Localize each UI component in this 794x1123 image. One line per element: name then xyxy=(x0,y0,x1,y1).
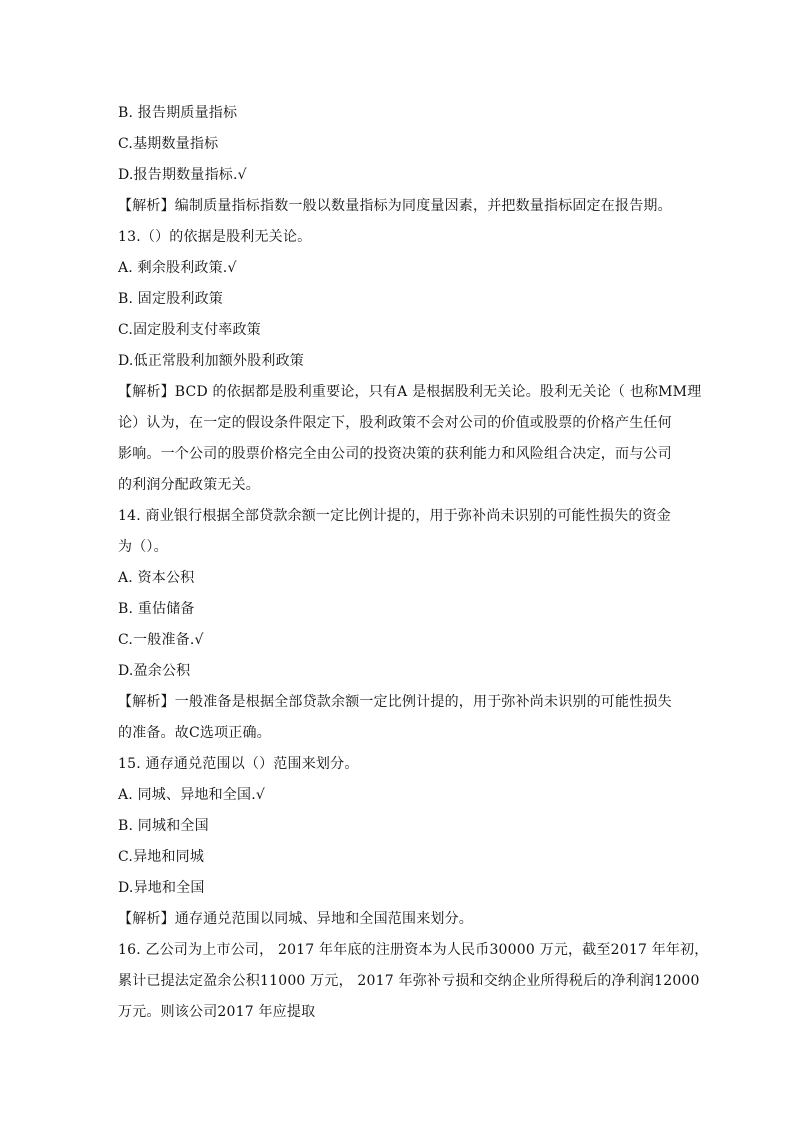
option-d-line: D.低正常股利加额外股利政策 xyxy=(118,353,304,369)
analysis-line: 【解析】BCD 的依据都是股利重要论，只有A 是根据股利无关论。股利无关论（ 也称MM理 xyxy=(118,384,702,400)
option-b-line: B. 同城和全国 xyxy=(118,818,209,834)
question-16-line: 万元。则该公司2017 年应提取 xyxy=(118,1004,316,1020)
option-a-line: A. 资本公积 xyxy=(118,570,195,586)
analysis-line: 【解析】通存通兑范围以同城、异地和全国范围来划分。 xyxy=(118,911,473,927)
option-a-line: A. 剩余股利政策.√ xyxy=(118,260,237,276)
analysis-line: 的利润分配政策无关。 xyxy=(118,477,260,493)
option-c-line: C.一般准备.√ xyxy=(118,632,204,648)
option-d-line: D.盈余公积 xyxy=(118,663,191,679)
question-16-line: 16. 乙公司为上市公司， 2017 年年底的注册资本为人民币30000 万元，截至2017 年年初， xyxy=(118,942,709,958)
question-14-line: 为（）。 xyxy=(118,539,168,555)
option-d-line: D.异地和全国 xyxy=(118,880,205,896)
option-b-line: B. 固定股利政策 xyxy=(118,291,223,307)
option-c-line: C.基期数量指标 xyxy=(118,136,219,152)
option-b-line: B. 报告期质量指标 xyxy=(118,105,238,121)
analysis-line: 的准备。故C选项正确。 xyxy=(118,725,271,741)
option-d-line: D.报告期数量指标.√ xyxy=(118,167,247,183)
analysis-line: 影响。一个公司的股票价格完全由公司的投资决策的获利能力和风险组合决定，而与公司 xyxy=(118,446,672,462)
option-a-line: A. 同城、异地和全国.√ xyxy=(118,787,265,803)
question-16-line: 累计已提法定盈余公积11000 万元， 2017 年弥补亏损和交纳企业所得税后的净利润12000 xyxy=(118,973,700,989)
analysis-line: 【解析】编制质量指标指数一般以数量指标为同度量因素，并把数量指标固定在报告期。 xyxy=(118,198,672,214)
option-c-line: C.异地和同城 xyxy=(118,849,205,865)
option-b-line: B. 重估储备 xyxy=(118,601,195,617)
question-13-line: 13.（）的依据是股利无关论。 xyxy=(118,229,312,245)
analysis-line: 论）认为，在一定的假设条件限定下，股利政策不会对公司的价值或股票的价格产生任何 xyxy=(118,415,672,431)
option-c-line: C.固定股利支付率政策 xyxy=(118,322,261,338)
question-14-line: 14. 商业银行根据全部贷款余额一定比例计提的，用于弥补尚未识别的可能性损失的资金 xyxy=(118,508,671,524)
analysis-line: 【解析】一般准备是根据全部贷款余额一定比例计提的，用于弥补尚未识别的可能性损失 xyxy=(118,694,672,710)
question-15-line: 15. 通存通兑范围以（）范围来划分。 xyxy=(118,756,359,772)
